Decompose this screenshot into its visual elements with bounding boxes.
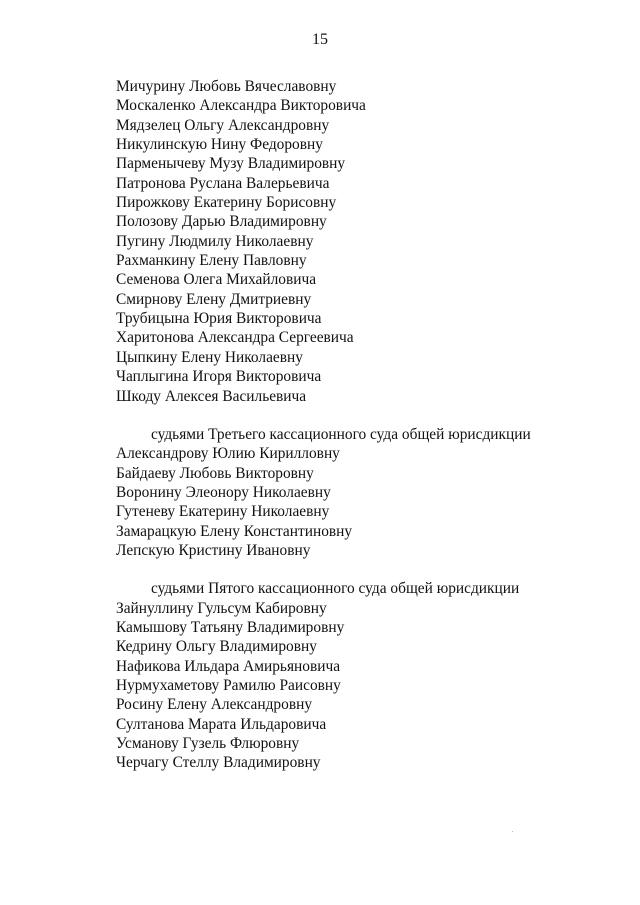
list-item: Шкоду Алексея Васильевича <box>116 387 307 405</box>
document-body <box>116 77 606 773</box>
list-item: Полозову Дарью Владимировну <box>116 213 327 231</box>
list-item: Смирнову Елену Дмитриевну <box>116 290 312 308</box>
list-item: Александрову Юлию Кирилловну <box>116 445 340 463</box>
name-list-continued <box>116 77 606 406</box>
list-item: Пугину Людмилу Николаевну <box>116 232 314 250</box>
list-item: Лепскую Кристину Ивановну <box>116 541 311 559</box>
list-item: Султанова Марата Ильдаровича <box>116 715 327 733</box>
list-item: Рахманкину Елену Павловну <box>116 252 307 270</box>
list-item: Харитонова Александра Сергеевича <box>116 329 354 347</box>
list-item: Нафикова Ильдара Амирьяновича <box>116 657 341 675</box>
list-item: Пирожкову Екатерину Борисовну <box>116 194 337 212</box>
section-third-cassation-court <box>116 425 606 560</box>
list-item: Цыпкину Елену Николаевну <box>116 348 303 366</box>
list-item: Мичурину Любовь Вячеславовну <box>116 78 337 95</box>
list-item: Никулинскую Нину Федоровну <box>116 136 323 154</box>
list-item: Воронину Элеонору Николаевну <box>116 483 331 501</box>
list-item: Патронова Руслана Валерьевича <box>116 174 330 192</box>
list-item: Мядзелец Ольгу Александровну <box>116 116 330 134</box>
section-spacer <box>116 406 606 425</box>
list-item: Москаленко Александра Викторовича <box>116 97 366 115</box>
list-item: Камышову Татьяну Владимировну <box>116 618 345 636</box>
list-item: Росину Елену Александровну <box>116 696 313 714</box>
list-item: Семенова Олега Михайловича <box>116 271 317 289</box>
page-number: 15 <box>312 31 328 48</box>
list-item: Чаплыгина Игоря Викторовича <box>116 368 322 386</box>
list-item: Зайнуллину Гульсум Кабировну <box>116 599 327 617</box>
list-item: Трубицына Юрия Викторовича <box>116 310 322 328</box>
list-item: Гутеневу Екатерину Николаевну <box>116 503 330 521</box>
list-item: Черчагу Стеллу Владимировну <box>116 754 321 772</box>
section-fifth-cassation-court <box>116 579 606 772</box>
list-item: Замарацкую Елену Константиновну <box>116 522 353 540</box>
list-item: Кедрину Ольгу Владимировну <box>116 638 317 656</box>
section-heading: судьями Пятого кассационного суда общей юрисдикции <box>151 580 520 598</box>
list-item: Парменычеву Музу Владимировну <box>116 155 346 173</box>
list-item: Нурмухаметову Рамилю Раисовну <box>116 676 341 694</box>
list-item: Усманову Гузель Флюровну <box>116 735 300 752</box>
list-item: Байдаеву Любовь Викторовну <box>116 464 314 482</box>
section-heading: судьями Третьего кассационного суда общей юрисдикции <box>151 425 531 443</box>
scan-speck <box>512 831 513 832</box>
section-spacer <box>116 560 606 579</box>
